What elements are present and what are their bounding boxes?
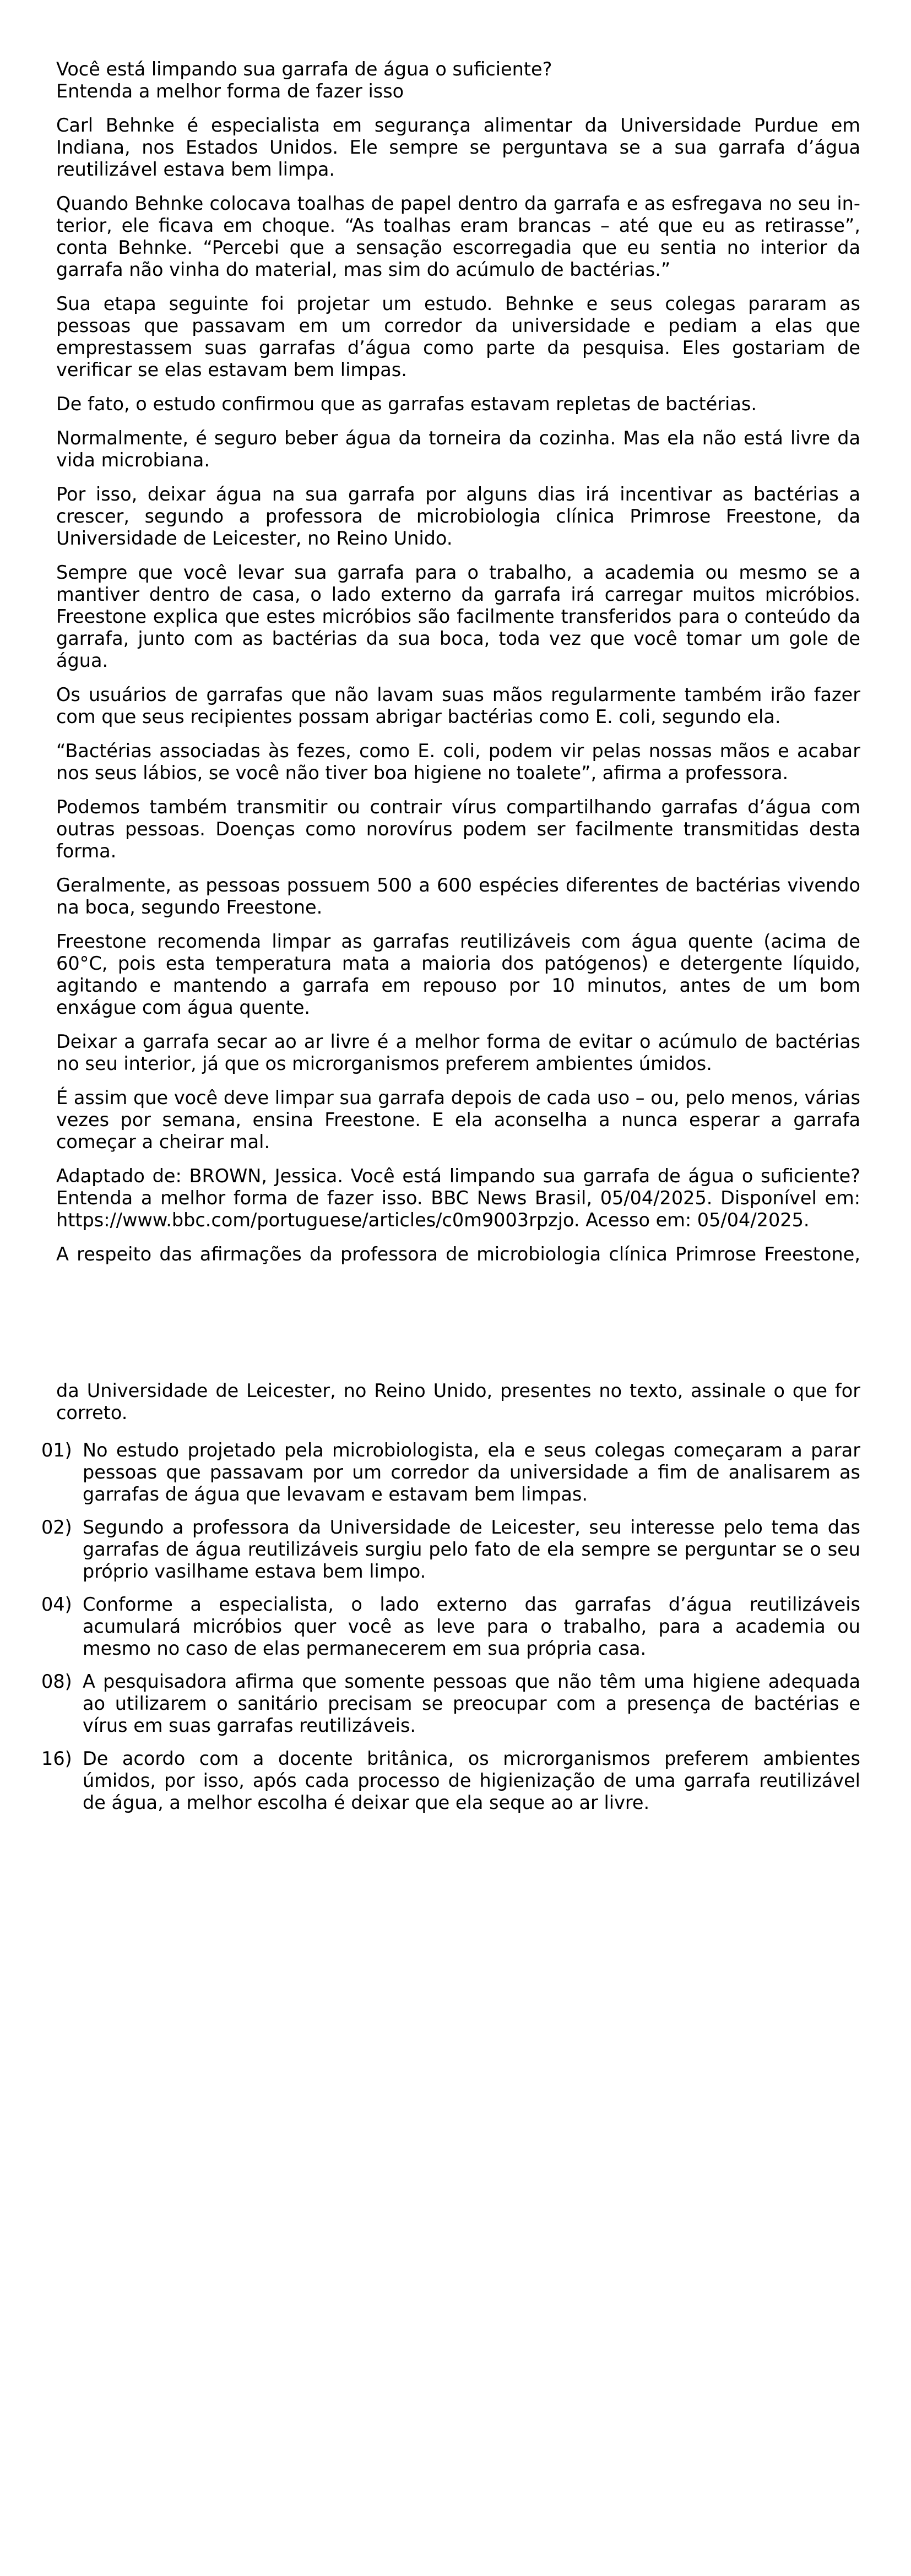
article-body: [56, 115, 860, 1231]
option-number: 16): [41, 1748, 72, 1769]
answer-options: [41, 1439, 860, 1814]
answer-option: [41, 1439, 860, 1506]
question-stem-part-1: A respeito das afirmações da professora de microbiologia clínica Primrose Freestone,: [56, 1243, 860, 1265]
article-paragraph: Geralmente, as pessoas possuem 500 a 600 espécies diferentes de bactérias vivendo na boca, segundo Freestone.: [56, 874, 860, 918]
option-text: Segundo a professora da Universidade de Leicester, seu interesse pelo tema das garrafas de água reutilizáveis surgiu pelo fato de ela sempre se perguntar se o seu próprio vasilhame estava bem limpo.: [83, 1517, 860, 1582]
article-source-citation: Adaptado de: BROWN, Jessica. Você está limpando sua garrafa de água o suficiente? Entenda a melhor forma de fazer isso. BBC News Brasil, 05/04/2025. Disponível em: https://www.bbc.com/portuguese/articles/c0m9003rpzjo. Acesso em: 05/04/2025.: [56, 1165, 860, 1231]
article-paragraph: Sua etapa seguinte foi projetar um estudo. Behnke e seus colegas pararam as pessoas que passavam em um corredor da universidade e pediam a elas que emprestassem suas garrafas d’água como parte da pesquisa. Eles gostariam de verificar se elas estavam bem limpas.: [56, 293, 860, 381]
option-text: A pesquisadora afirma que somente pessoas que não têm uma higiene adequada ao utilizarem o sanitário precisam se preocupar com a presença de bactérias e vírus em suas garrafas reutilizáveis.: [83, 1671, 860, 1736]
answer-option: [41, 1671, 860, 1737]
article-paragraph: Podemos também transmitir ou contrair vírus compartilhando garrafas d’água com outras pessoas. Doenças como norovírus podem ser facilmente transmitidas desta forma.: [56, 796, 860, 862]
article-paragraph: É assim que você deve limpar sua garrafa depois de cada uso – ou, pelo menos, várias vezes por semana, ensina Freestone. E ela aconselha a nunca esperar a garrafa começar a cheirar mal.: [56, 1087, 860, 1153]
answer-option: [41, 1748, 860, 1814]
option-text: Conforme a especialista, o lado externo das garrafas d’água reutilizáveis acumulará micróbios quer você as leve para o trabalho, para a academia ou mesmo no caso de elas permanecerem em sua própria casa.: [83, 1594, 860, 1659]
question-block: [41, 1243, 860, 1814]
article-paragraph: Freestone recomenda limpar as garrafas reutilizáveis com água quente (acima de 60°C, pois esta temperatura mata a maioria dos patógenos) e detergente líquido, agitando e mantendo a garrafa em repouso por 10 minutos, antes de um bom enxágue com água quente.: [56, 931, 860, 1018]
answer-option: [41, 1517, 860, 1583]
article-paragraph: Deixar a garrafa secar ao ar livre é a melhor forma de evitar o acúmulo de bactérias no seu interior, já que os microrganismos preferem ambientes úmidos.: [56, 1031, 860, 1074]
option-number: 08): [41, 1671, 72, 1692]
article-paragraph: Quando Behnke colocava toalhas de papel dentro da garrafa e as esfregava no seu interior, ele ficava em choque. “As toalhas eram brancas – até que eu as retirasse”, conta Behnke. “Percebi que a sensação escorregadia que eu sentia no interior da garrafa não vinha do material, mas sim do acúmulo de bactérias.”: [56, 193, 860, 280]
article-paragraph: Normalmente, é seguro beber água da torneira da cozinha. Mas ela não está livre da vida microbiana.: [56, 427, 860, 471]
article-paragraph: “Bactérias associadas às fezes, como E. coli, podem vir pelas nossas mãos e acabar nos seus lábios, se você não tiver boa higiene no toalete”, afirma a professora.: [56, 740, 860, 784]
article-title: [56, 58, 860, 102]
article-paragraph: Os usuários de garrafas que não lavam suas mãos regularmente também irão fazer com que seus recipientes possam abrigar bactérias como E. coli, segundo ela.: [56, 684, 860, 727]
option-number: 04): [41, 1594, 72, 1615]
article-paragraph: Por isso, deixar água na sua garrafa por alguns dias irá incentivar as bactérias a crescer, segundo a professora de microbiologia clínica Primrose Freestone, da Universidade de Leicester, no Reino Unido.: [56, 483, 860, 549]
answer-option: [41, 1594, 860, 1660]
article-title-line-1: Você está limpando sua garrafa de água o suficiente?: [56, 58, 552, 80]
option-number: 01): [41, 1439, 72, 1461]
article-title-line-2: Entenda a melhor forma de fazer isso: [56, 80, 404, 102]
article-paragraph: Sempre que você levar sua garrafa para o trabalho, a academia ou mesmo se a mantiver dentro de casa, o lado externo da garrafa irá carregar muitos micróbios. Freestone explica que estes micróbios são facilmente transferidos para o conteúdo da garrafa, junto com as bactérias da sua boca, toda vez que você tomar um gole de água.: [56, 562, 860, 671]
option-number: 02): [41, 1517, 72, 1538]
article-paragraph: Carl Behnke é especialista em segurança alimentar da Universidade Purdue em Indiana, nos Estados Unidos. Ele sempre se perguntava se a sua garrafa d’água reutilizável estava bem limpa.: [56, 115, 860, 180]
option-text: De acordo com a docente britânica, os microrganismos preferem ambientes úmidos, por isso, após cada processo de higienização de uma garrafa reutilizável de água, a melhor escolha é deixar que ela seque ao ar livre.: [83, 1748, 860, 1813]
article-paragraph: De fato, o estudo confirmou que as garrafas estavam repletas de bactérias.: [56, 393, 757, 415]
option-text: No estudo projetado pela microbiologista, ela e seus colegas começaram a parar pessoas que passavam por um corredor da universidade a fim de analisarem as garrafas de água que levavam e estavam bem limpas.: [83, 1439, 860, 1505]
question-stem-part-2: da Universidade de Leicester, no Reino Unido, presentes no texto, assinale o que for correto.: [56, 1380, 860, 1423]
exam-page: [41, 58, 860, 1825]
blank-space: [56, 1265, 860, 1380]
